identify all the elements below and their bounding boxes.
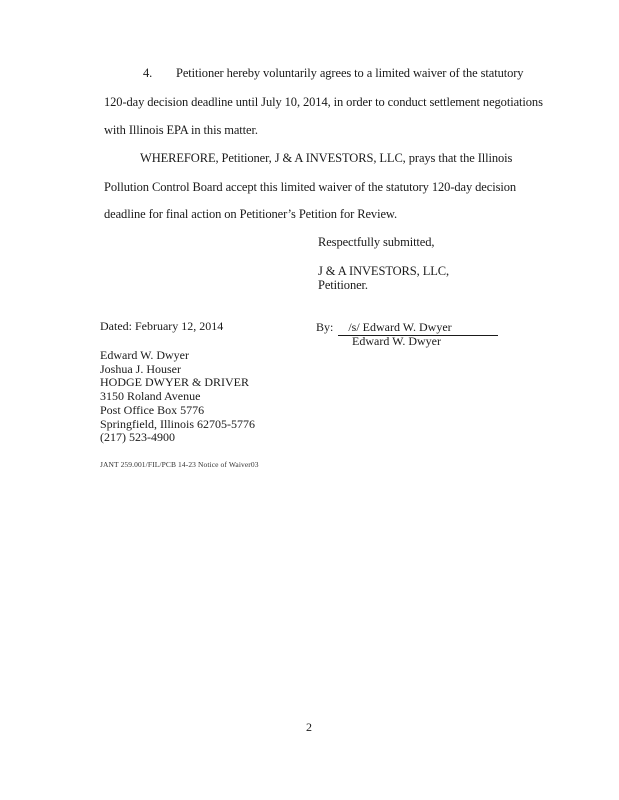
signature-text: /s/ Edward W. Dwyer (348, 320, 452, 334)
paragraph4-line3: with Illinois EPA in this matter. (104, 123, 258, 137)
counsel-line2: Joshua J. Houser (100, 362, 181, 376)
by-label: By: (316, 320, 334, 334)
counsel-line3: HODGE DWYER & DRIVER (100, 375, 249, 389)
counsel-line4: 3150 Roland Avenue (100, 389, 201, 403)
counsel-line1: Edward W. Dwyer (100, 348, 189, 362)
paragraph4-line2: 120-day decision deadline until July 10, 2014, in order to conduct settlement negotiations (104, 95, 543, 109)
party-name: J & A INVESTORS, LLC, (318, 264, 450, 278)
paragraph4-line1: Petitioner hereby voluntarily agrees to a limited waiver of the statutory (176, 66, 524, 80)
signatory-name: Edward W. Dwyer (352, 334, 441, 348)
wherefore-line3: deadline for final action on Petitioner’s Petition for Review. (104, 207, 398, 221)
wherefore-line2: Pollution Control Board accept this limited waiver of the statutory 120-day decision (104, 180, 517, 194)
counsel-line5: Post Office Box 5776 (100, 403, 205, 417)
dated-line: Dated: February 12, 2014 (100, 319, 224, 333)
counsel-line6: Springfield, Illinois 62705-5776 (100, 417, 255, 431)
page-number: 2 (306, 720, 312, 734)
paragraph-number: 4. (143, 66, 153, 80)
counsel-line7: (217) 523-4900 (100, 430, 175, 444)
party-role: Petitioner. (318, 278, 368, 292)
document-footer-code: JANT 259.001/FIL/PCB 14-23 Notice of Waiver03 (100, 460, 259, 469)
wherefore-line1: WHEREFORE, Petitioner, J & A INVESTORS, LLC, prays that the Illinois (140, 151, 513, 165)
respectfully-submitted: Respectfully submitted, (318, 235, 435, 249)
